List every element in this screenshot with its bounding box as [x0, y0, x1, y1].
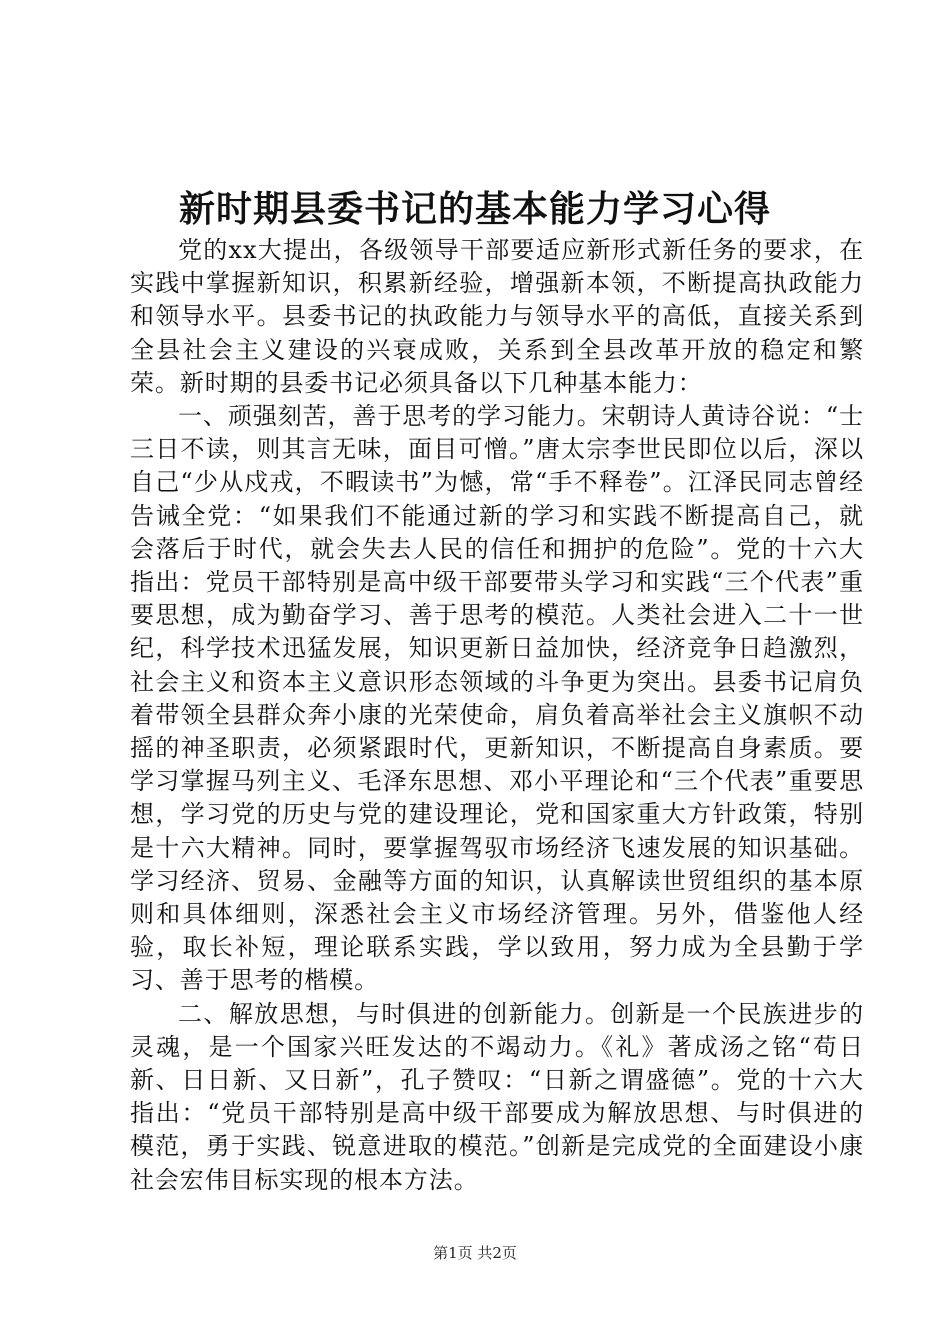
- paragraph-innovation-ability: 二、解放思想，与时俱进的创新能力。创新是一个民族进步的灵魂，是一个国家兴旺发达的不竭动力。《礼》著成汤之铭“苟日新、日日新、又日新”，孔子赞叹：“日新之谓盛德”。党的十六大指出：“党员干部特别是高中级干部要成为解放思想、与时俱进的模范，勇于实践、锐意进取的模范。”创新是完成党的全面建设小康社会宏伟目标实现的根本方法。: [130, 999, 864, 1194]
- document-title: 新时期县委书记的基本能力学习心得: [178, 188, 771, 230]
- page-number-footer: 第1页 共2页: [433, 1244, 517, 1262]
- paragraph-intro: 党的xx大提出，各级领导干部要适应新形式新任务的要求，在实践中掌握新知识，积累新经验，增强新本领，不断提高执政能力和领导水平。县委书记的执政能力与领导水平的高低，直接关系到全县社会主义建设的兴衰成败，关系到全县改革开放的稳定和繁荣。新时期的县委书记必须具备以下几种基本能力：: [130, 236, 864, 397]
- document-body: [130, 234, 864, 1197]
- paragraph-learning-ability: 一、顽强刻苦，善于思考的学习能力。宋朝诗人黄诗谷说：“士三日不读，则其言无味，面目可憎。”唐太宗李世民即位以后，深以自己“少从戍戎，不暇读书”为憾，常“手不释卷”。江泽民同志曾经告诫全党：“如果我们不能通过新的学习和实践不断提高自己，就会落后于时代，就会失去人民的信任和拥护的危险”。党的十六大指出：党员干部特别是高中级干部要带头学习和实践“三个代表”重要思想，成为勤奋学习、善于思考的模范。人类社会进入二十一世纪，科学技术迅猛发展，知识更新日益加快，经济竞争日趋激烈，社会主义和资本主义意识形态领域的斗争更为突出。县委书记肩负着带领全县群众奔小康的光荣使命，肩负着高举社会主义旗帜不动摇的神圣职责，必须紧跟时代，更新知识，不断提高自身素质。要学习掌握马列主义、毛泽东思想、邓小平理论和“三个代表”重要思想，学习党的历史与党的建设理论，党和国家重大方针政策，特别是十六大精神。同时，要掌握驾驭市场经济飞速发展的知识基础。学习经济、贸易、金融等方面的知识，认真解读世贸组织的基本原则和具体细则，深悉社会主义市场经济管理。另外，借鉴他人经验，取长补短，理论联系实践，学以致用，努力成为全县勤于学习、善于思考的楷模。: [130, 402, 864, 995]
